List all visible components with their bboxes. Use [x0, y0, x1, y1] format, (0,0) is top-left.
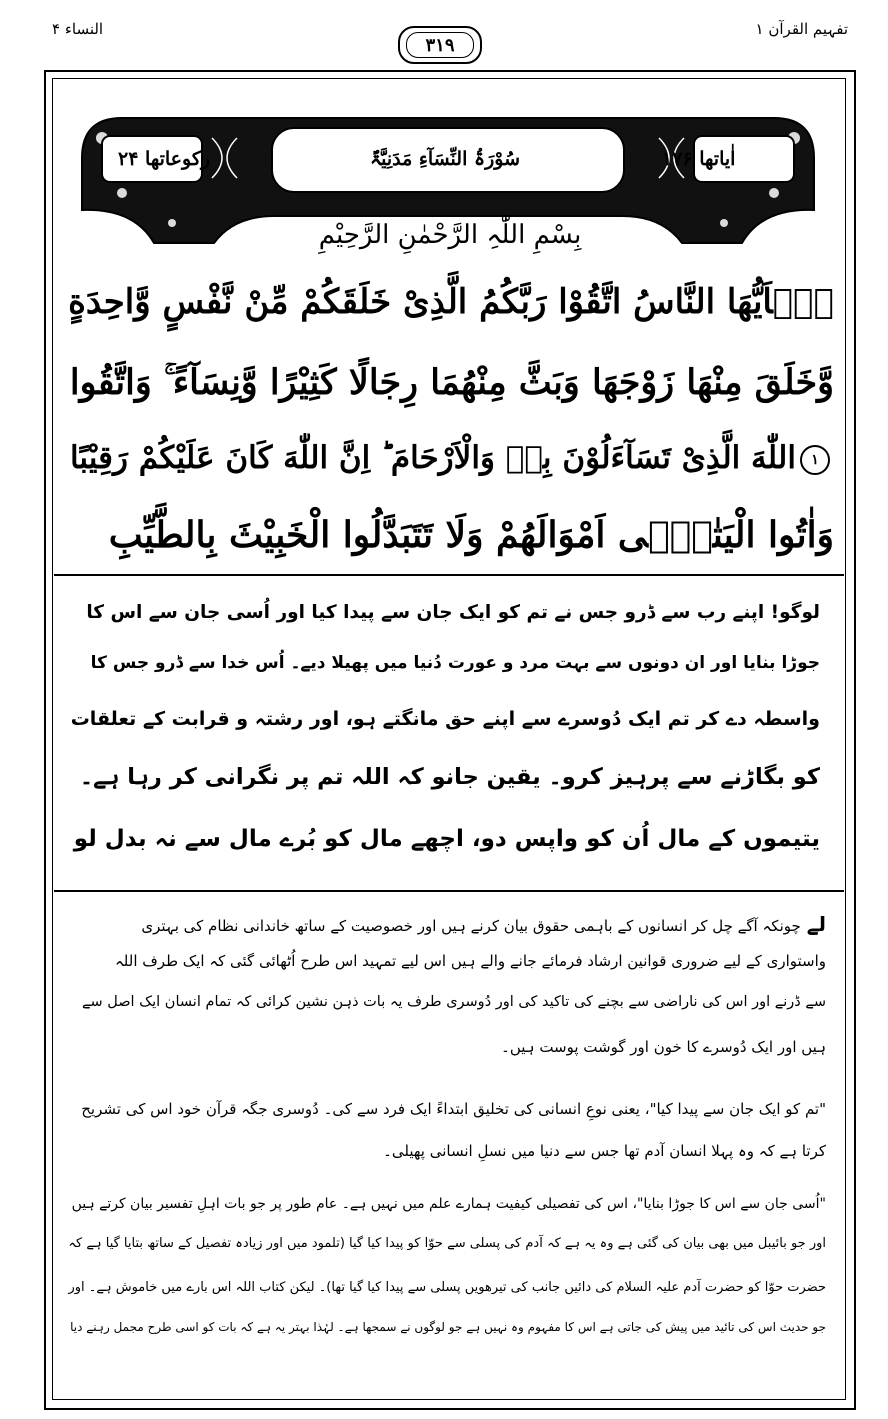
verse-line: وَاٰتُوا الْیَتٰمٰۤى اَمْوَالَهُمْ وَلَا تَتَبَدَّلُوا الْخَبِیْثَ بِالطَّیِّبِ [108, 514, 834, 556]
footnote-line: کرتا ہے کہ وہ پہلا انسان آدم تھا جس سے دنیا میں نسلِ انسانی پھیلی۔ [383, 1142, 826, 1160]
footnote-line: واستواری کے لیے ضروری قوانین ارشاد فرمائے جانے والے ہیں اس لیے تمہید اس طرح اُٹھائی گئی کہ ایک طرف اللہ [115, 952, 826, 970]
surah-title: سُوْرَۃُ النِّسَآءِ مَدَنِیَّۃٌ [369, 148, 521, 170]
section-divider [54, 574, 844, 576]
translation-line: جوڑا بنایا اور ان دونوں سے بہت مرد و عورت دُنیا میں پھیلا دیے۔ اُس خدا سے ڈرو جس کا [90, 653, 820, 673]
verse-line: یٰۤاَیُّهَا النَّاسُ اتَّقُوْا رَبَّكُمُ الَّذِیْ خَلَقَكُمْ مِّنْ نَّفْسٍ وَّاحِدَةٍ [68, 282, 834, 322]
running-head-surah: النساء ۴ [52, 20, 104, 38]
footnote-line: "تم کو ایک جان سے پیدا کیا"، یعنی نوعِ انسانی کی تخلیق ابتداءً ایک فرد سے کی۔ دُوسری جگہ قرآن خود اس کی تشریح [81, 1100, 826, 1118]
translation-line: واسطہ دے کر تم ایک دُوسرے سے اپنے حق مانگتے ہو، اور رشتہ و قرابت کے تعلقات [70, 708, 820, 730]
verse-line-text: اللّٰهَ الَّذِیْ تَسَآءَلُوْنَ بِهٖ وَالْاَرْحَامَ ؕ اِنَّ اللّٰهَ كَانَ عَلَیْكُمْ رَقِیْبًا [69, 440, 796, 476]
footnote-line: ہیں اور ایک دُوسرے کا خون اور گوشت پوست ہیں۔ [501, 1038, 826, 1056]
running-head-book-title: تفہیم القرآن ۱ [755, 20, 848, 38]
translation-line: لوگو! اپنے رب سے ڈرو جس نے تم کو ایک جان سے پیدا کیا اور اُسی جان سے اس کا [86, 602, 820, 623]
translation-line: یتیموں کے مال اُن کو واپس دو، اچھے مال کو بُرے مال سے نہ بدل لو [73, 826, 820, 852]
footnote-line: حضرت حوّا کو حضرت آدم علیہ السلام کی دائیں جانب کی تیرھویں پسلی سے پیدا کیا گیا تھا)۔ لیکن کتاب اللہ اس بارے میں خاموش ہے۔ اور [68, 1280, 826, 1295]
page-number-cartouche [398, 26, 482, 64]
footnote-line [66, 912, 826, 936]
section-divider [54, 890, 844, 892]
verse-line: وَّخَلَقَ مِنْهَا زَوْجَهَا وَبَثَّ مِنْهُمَا رِجَالًا كَثِیْرًا وَّنِسَآءً ۚ وَاتَّقُوا [69, 362, 834, 403]
footnote-marker: لے [806, 912, 826, 936]
page-number: ۳۱۹ [406, 32, 474, 58]
verse-line [62, 440, 834, 476]
bismillah: بِسْمِ اللّٰہِ الرَّحْمٰنِ الرَّحِیْمِ [318, 220, 582, 250]
footnote-line: جو حدیث اس کی تائید میں پیش کی جاتی ہے اس کا مفہوم وہ نہیں ہے جو لوگوں نے سمجھا ہے۔ لہٰذا بہتر یہ ہے کہ بات کو اسی طرح مجمل رہنے دیا [70, 1320, 826, 1334]
ruku-count-label: رکوعاتھا ۲۴ [118, 148, 211, 170]
footnote-line: "اُسی جان سے اس کا جوڑا بنایا"، اس کی تفصیلی کیفیت ہمارے علم میں نہیں ہے۔ عام طور پر جو بات اہلِ تفسیر بیان کرتے ہیں [71, 1196, 826, 1212]
ayah-end-marker: ۱ [800, 445, 830, 475]
ayat-count-label: اٰیاتھا ۱۷۶ [662, 148, 736, 170]
translation-line: کو بگاڑنے سے پرہیز کرو۔ یقین جانو کہ اللہ تم پر نگرانی کر رہا ہے۔ [79, 764, 820, 790]
footnote-line: سے ڈرنے اور اس کی ناراضی سے بچنے کی تاکید کی اور دُوسری طرف یہ بات ذہن نشین کرائی کہ تمام انسان ایک اصل سے [81, 994, 826, 1010]
footnote-line: اور جو بائیبل میں بھی بیان کی گئی ہے وہ یہ ہے کہ آدم کی پسلی سے حوّا کو پیدا کیا گیا (تلمود میں اور زیادہ تفصیل کے ساتھ بتایا گیا ہے کہ [68, 1236, 826, 1251]
footnote-text: چونکہ آگے چل کر انسانوں کے باہمی حقوق بیان کرنے ہیں اور خصوصیت کے ساتھ خاندانی نظام کی بہتری [141, 917, 801, 935]
